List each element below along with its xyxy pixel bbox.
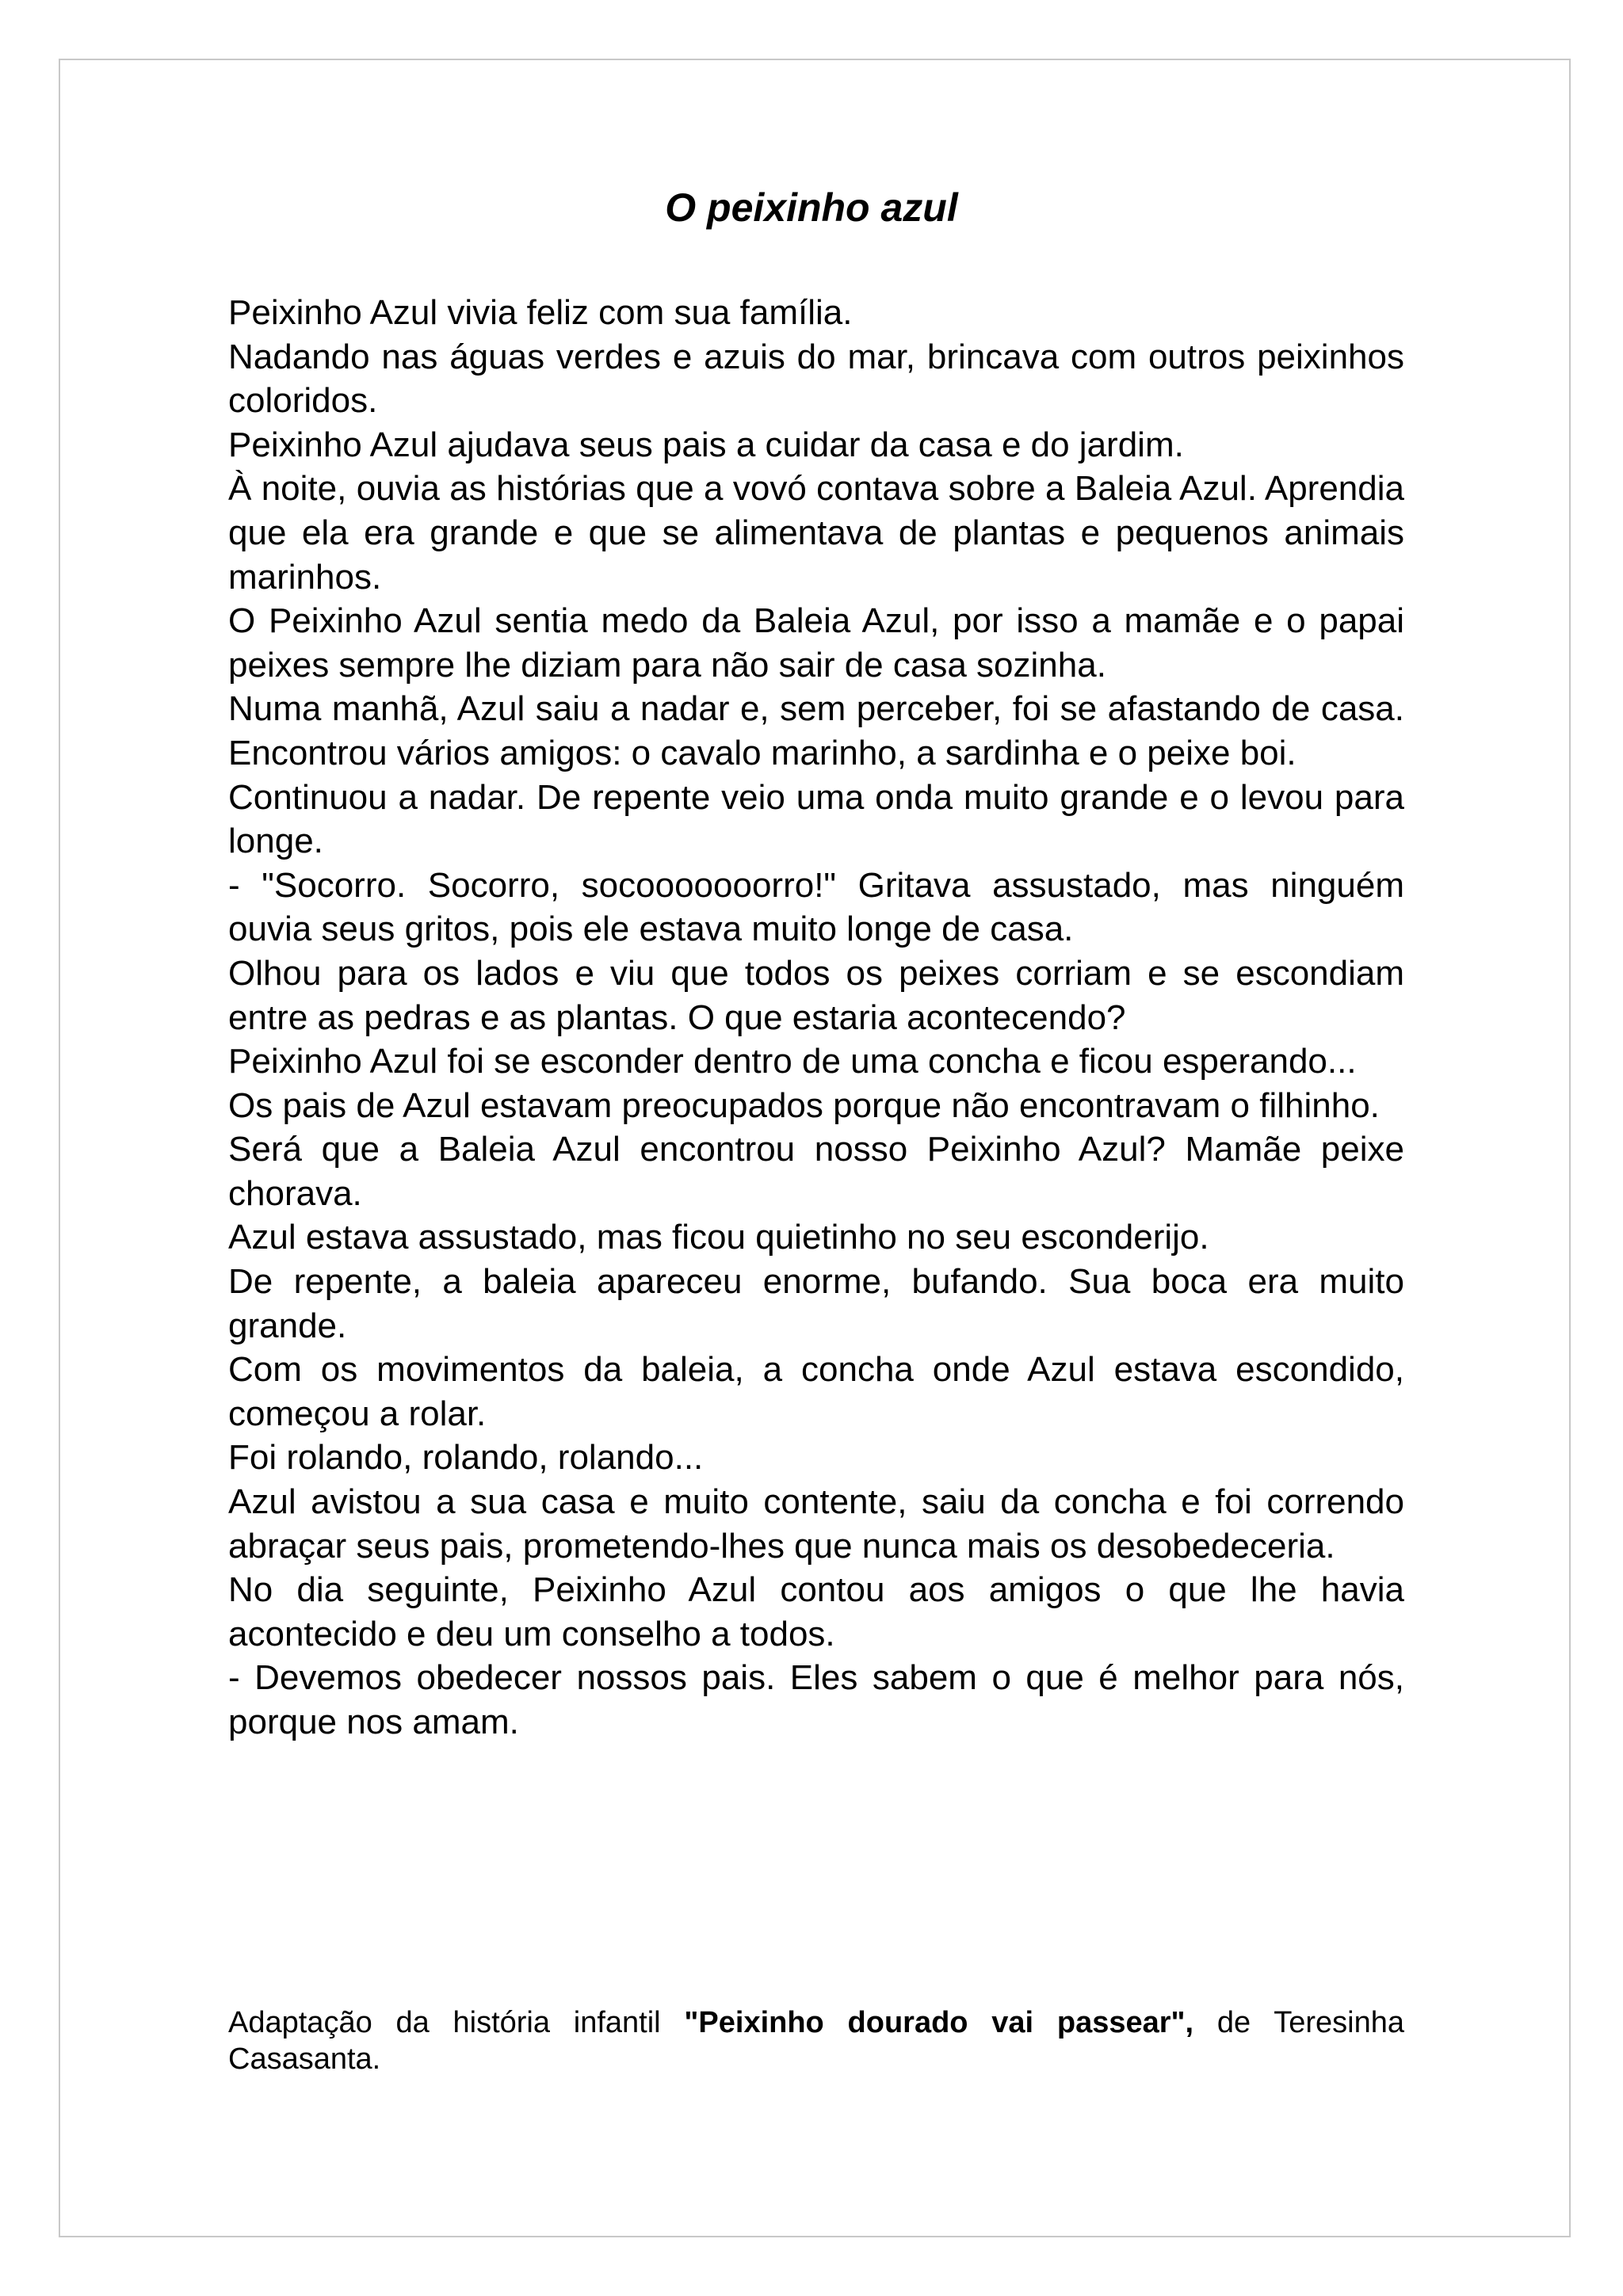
story-paragraph: Nadando nas águas verdes e azuis do mar, brincava com outros peixinhos coloridos. [228,337,1404,421]
story-paragraph: No dia seguinte, Peixinho Azul contou aos amigos o que lhe havia acontecido e deu um conselho a todos. [228,1570,1404,1653]
credit-book-title: "Peixinho dourado vai passear", [684,2006,1194,2039]
credit-suffix: de Teresinha Casasanta. [228,2006,1405,2076]
story-paragraph: Com os movimentos da baleia, a concha onde Azul estava escondido, começou a rolar. [228,1350,1404,1433]
story-paragraph: - Devemos obedecer nossos pais. Eles sabem o que é melhor para nós, porque nos amam. [228,1658,1404,1741]
story-paragraph: Peixinho Azul ajudava seus pais a cuidar da casa e do jardim. [228,425,1184,464]
story-paragraph: Será que a Baleia Azul encontrou nosso Peixinho Azul? Mamãe peixe chorava. [228,1130,1404,1213]
story-paragraph: Numa manhã, Azul saiu a nadar e, sem perceber, foi se afastando de casa. Encontrou vários amigos: o cavalo marinho, a sardinha e o peixe boi. [228,689,1404,772]
story-paragraph: À noite, ouvia as histórias que a vovó contava sobre a Baleia Azul. Aprendia que ela era grande e que se alimentava de plantas e pequenos animais marinhos. [228,469,1404,597]
story-body [228,291,1404,1745]
story-paragraph: Azul estava assustado, mas ficou quietinho no seu esconderijo. [228,1218,1209,1257]
story-paragraph: O Peixinho Azul sentia medo da Baleia Azul, por isso a mamãe e o papai peixes sempre lhe diziam para não sair de casa sozinha. [228,601,1404,685]
source-credit [228,2004,1404,2077]
document-title: O peixinho azul [665,185,958,230]
credit-prefix: Adaptação da história infantil [228,2006,685,2039]
story-paragraph: Foi rolando, rolando, rolando... [228,1438,704,1478]
story-paragraph: Peixinho Azul foi se esconder dentro de uma concha e ficou esperando... [228,1042,1357,1081]
story-paragraph: - "Socorro. Socorro, socooooooorro!" Gritava assustado, mas ninguém ouvia seus gritos, pois ele estava muito longe de casa. [228,865,1404,949]
story-paragraph: Os pais de Azul estavam preocupados porque não encontravam o filhinho. [228,1085,1380,1125]
story-paragraph: Azul avistou a sua casa e muito contente, saiu da concha e foi correndo abraçar seus pais, prometendo-lhes que nunca mais os desobedeceria. [228,1482,1404,1566]
story-paragraph: Olhou para os lados e viu que todos os peixes corriam e se escondiam entre as pedras e as plantas. O que estaria acontecendo? [228,953,1404,1037]
story-paragraph: De repente, a baleia apareceu enorme, bufando. Sua boca era muito grande. [228,1262,1404,1345]
story-paragraph: Continuou a nadar. De repente veio uma onda muito grande e o levou para longe. [228,777,1404,861]
story-paragraph: Peixinho Azul vivia feliz com sua família. [228,293,853,332]
